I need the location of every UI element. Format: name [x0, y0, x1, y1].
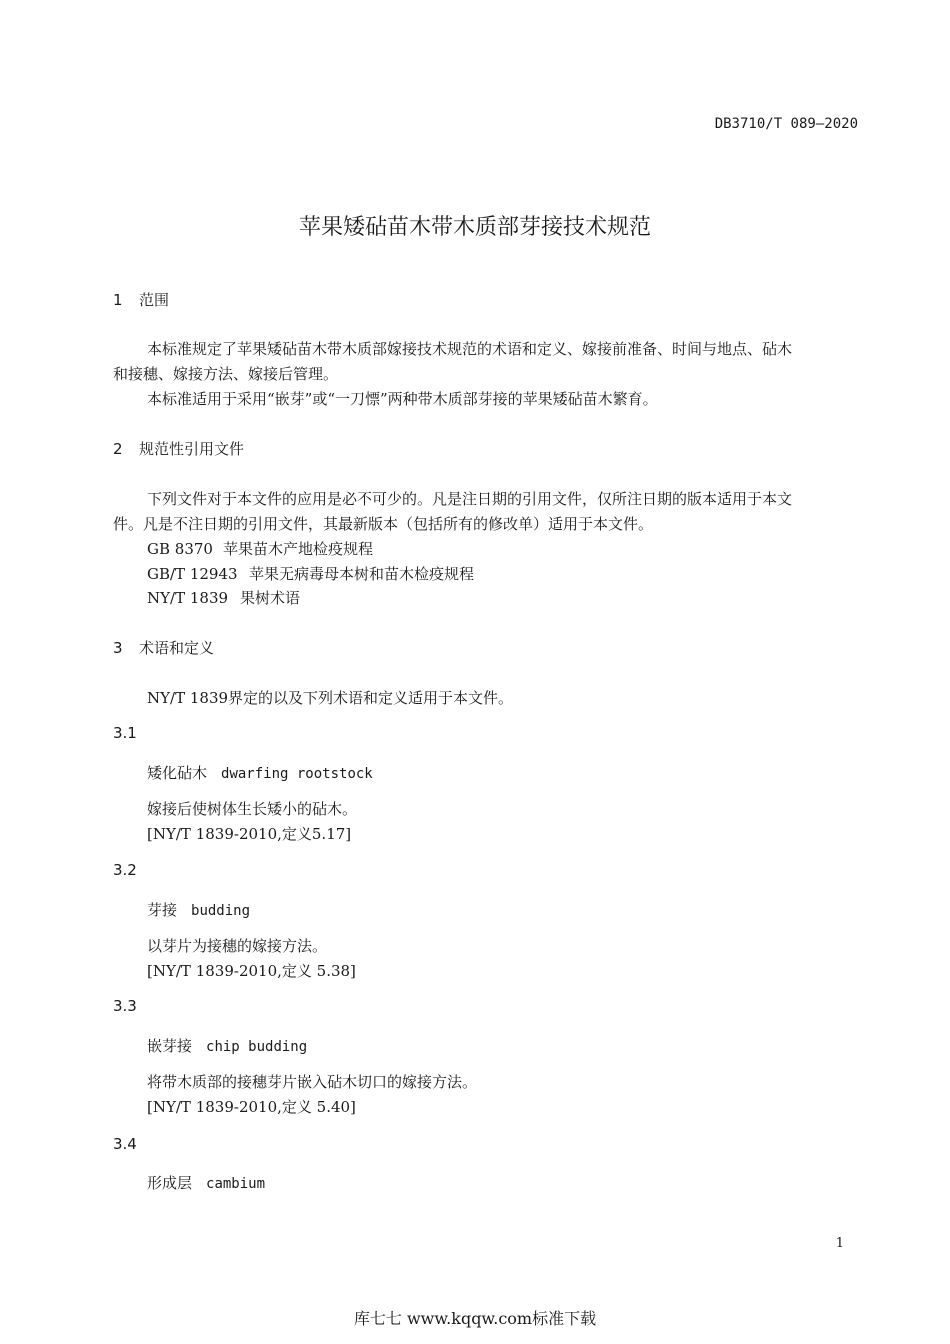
term-source: [NY/T 1839-2010,定义 5.40] — [147, 1098, 356, 1116]
s1-paragraph-1-line-2: 和接穗、嫁接方法、嫁接后管理。 — [113, 365, 339, 383]
s1-paragraph-1-line-1: 本标准规定了苹果矮砧苗木带木质部嫁接技术规范的术语和定义、嫁接前准备、时间与地点、砧木 — [147, 340, 793, 358]
footer-watermark: 库七七 www.kqqw.com标准下载 — [353, 1309, 597, 1328]
term-en: dwarfing rootstock — [221, 766, 373, 782]
term-heading — [147, 1172, 265, 1193]
term-en: budding — [191, 903, 251, 919]
reference-name: 苹果无病毒母本树和苗木检疫规程 — [249, 565, 475, 583]
reference-code: GB 8370 — [147, 540, 213, 558]
s3-intro: NY/T 1839界定的以及下列术语和定义适用于本文件。 — [147, 689, 514, 707]
reference-code: GB/T 12943 — [147, 565, 238, 583]
section-title: 范围 — [139, 291, 170, 309]
term-number: 3.1 — [113, 724, 137, 742]
s2-paragraph-line-1: 下列文件对于本文件的应用是必不可少的。凡是注日期的引用文件，仅所注日期的版本适用于本文 — [147, 490, 793, 508]
s1-paragraph-2: 本标准适用于采用“嵌芽”或“一刀慓”两种带木质部芽接的苹果矮砧苗木繁育。 — [147, 390, 658, 408]
reference-name: 苹果苗木产地检疫规程 — [223, 540, 374, 558]
section-title: 术语和定义 — [139, 639, 215, 657]
term-definition: 嫁接后使树体生长矮小的砧木。 — [147, 800, 358, 818]
section-1-heading — [113, 289, 169, 310]
document-title: 苹果矮砧苗木带木质部芽接技术规范 — [298, 215, 651, 240]
reference-name: 果树术语 — [240, 589, 301, 607]
term-heading — [147, 1035, 307, 1056]
term-number: 3.3 — [113, 997, 137, 1015]
reference-code: NY/T 1839 — [147, 589, 229, 607]
page-number: 1 — [835, 1236, 844, 1251]
term-zh: 芽接 — [147, 901, 178, 919]
normative-reference — [147, 587, 300, 608]
term-definition: 以芽片为接穗的嫁接方法。 — [147, 937, 328, 955]
section-2-heading — [113, 438, 244, 459]
normative-reference — [147, 538, 373, 559]
normative-reference — [147, 563, 474, 584]
term-number: 3.4 — [113, 1135, 137, 1153]
term-heading — [147, 899, 250, 920]
section-3-heading — [113, 637, 214, 658]
section-number: 3 — [113, 639, 123, 657]
term-definition: 将带木质部的接穗芽片嵌入砧木切口的嫁接方法。 — [147, 1073, 478, 1091]
term-source: [NY/T 1839-2010,定义5.17] — [147, 825, 352, 843]
section-number: 2 — [113, 440, 123, 458]
term-en: chip budding — [206, 1039, 308, 1055]
term-zh: 矮化砧木 — [147, 764, 208, 782]
term-zh: 形成层 — [147, 1174, 193, 1192]
term-zh: 嵌芽接 — [147, 1037, 193, 1055]
section-number: 1 — [113, 291, 123, 309]
term-en: cambium — [206, 1176, 266, 1192]
term-source: [NY/T 1839-2010,定义 5.38] — [147, 962, 356, 980]
term-number: 3.2 — [113, 861, 137, 879]
term-heading — [147, 762, 373, 783]
document-number: DB3710/T 089—2020 — [714, 116, 858, 132]
section-title: 规范性引用文件 — [139, 440, 245, 458]
s2-paragraph-line-2: 件。凡是不注日期的引用文件，其最新版本（包括所有的修改单）适用于本文件。 — [113, 515, 654, 533]
